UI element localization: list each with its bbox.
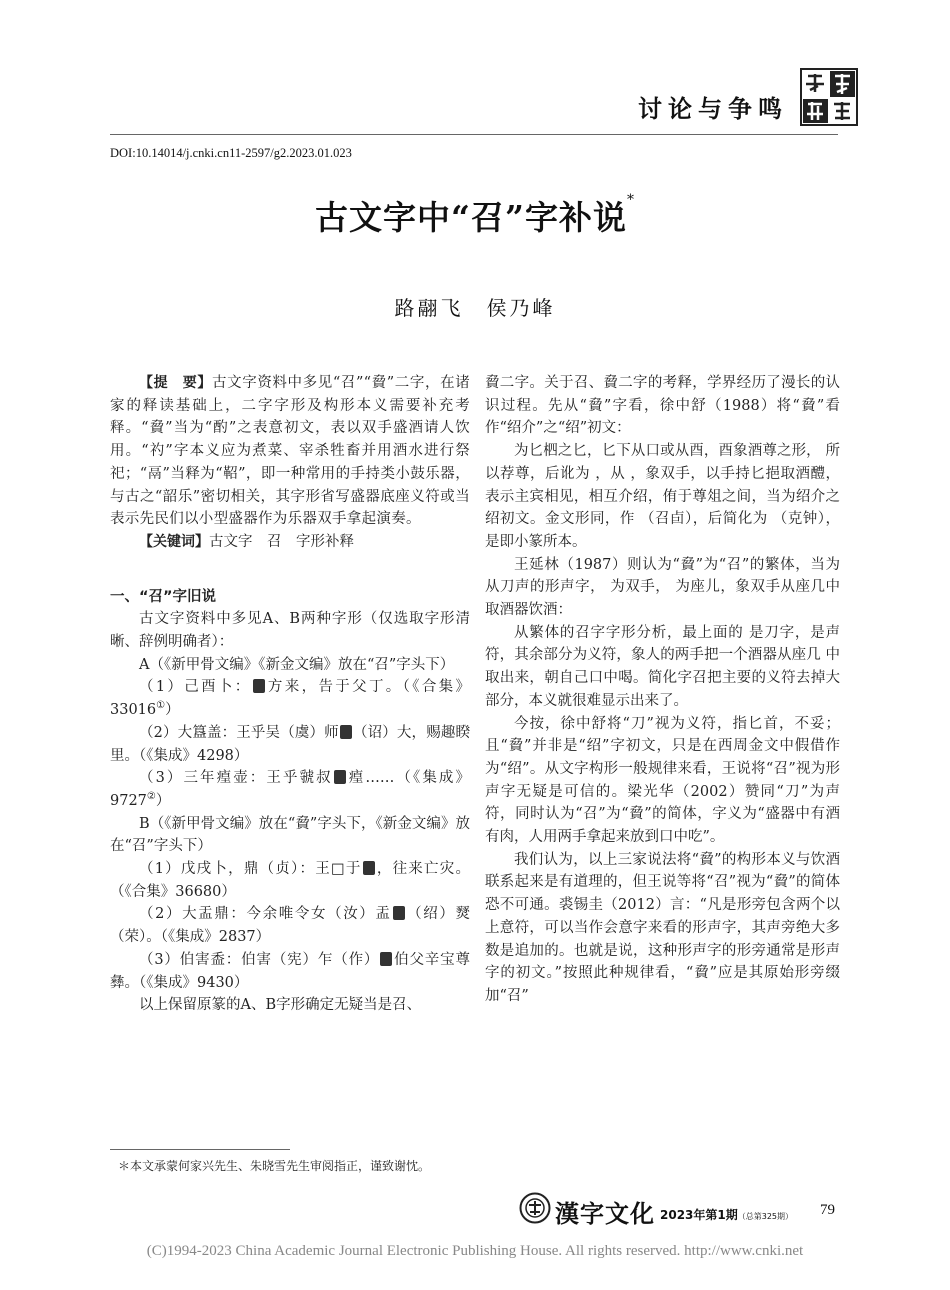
- right-column: [485, 372, 840, 1008]
- example-text: ）: [165, 702, 180, 719]
- issue-info: [660, 1206, 793, 1223]
- section-heading-1: 一、“召”字旧说: [110, 588, 217, 605]
- abstract-label: 【提 要】: [139, 375, 213, 391]
- ancient-glyph-icon: [253, 679, 265, 693]
- paragraph: 䝱二字。关于召、䝱二字的考释，学界经历了漫长的认识过程。先从“䝱”字看，徐中舒（1988）将“䝱”看作“绍介”之“绍”初文：: [485, 375, 840, 437]
- block-quote: 从繁体的召字字形分析，最上面的 是刀字，是声符，其余部分为义符，象人的两手把一个酒器从座几 中取出来，朝自己口中喝。简化字召把主要的义符去掉大部分，本义就很难显示出来了。: [485, 624, 840, 709]
- copyright-notice: (C)1994-2023 China Academic Journal Electronic Publishing House. All rights reserved. http://www.cnki.net: [146, 1243, 804, 1259]
- paragraph: 我们认为，以上三家说法将“䝱”的构形本义与饮酒联系起来是有道理的，但王说等将“召”视为“䝱”的简体恐不可通。裘锡圭（2012）言：“凡是形旁包含两个以上意符，可以当作会意字来看的形声字，其声旁绝大多数是追加的。也就是说，这种形声字的形旁通常是形声字的初文。”按照此种规律看，“䝱”应是其原始形旁缀加“召”: [485, 851, 840, 1004]
- ancient-glyph-icon: [340, 725, 352, 739]
- page-number: 79: [820, 1202, 835, 1218]
- example-a3: [110, 767, 470, 812]
- paragraph: 古文字资料中多见A、B两种字形（仅选取字形清晰、辞例明确者）：: [110, 611, 470, 651]
- example-text: 㾮……（《集成》9727: [110, 770, 470, 809]
- journal-emblem-icon: [519, 1192, 551, 1224]
- example-text: （1）戊戌卜，鼎（贞）：王□于: [139, 861, 362, 878]
- footnote-ref: ①: [156, 700, 166, 712]
- keywords: [110, 531, 470, 554]
- journal-name: 漢字文化: [555, 1200, 655, 1228]
- keywords-text: 古文字 召 字形补释: [209, 533, 354, 550]
- example-a1: [110, 676, 470, 721]
- abstract-text: 古文字资料中多见“召”“䝱”二字，在诸家的释读基础上，二字字形及构形本义需要补充考释。“䝱”当为“酌”之表意初文，表以双手盛酒请人饮用。“礿”字本义应为煮菜、宰杀牲畜并用酒水进行祭祀；“鬲”当释为“鞀”，即一种常用的手持类小鼓乐器，与古之“韶乐”密切相关，其字形省写盛器底座义符或当表示先民们以小型盛器作为乐器双手拿起演奏。: [110, 375, 470, 528]
- footnote-rule: [110, 1149, 290, 1150]
- footnote: ＊本文承蒙何家兴先生、朱晓雪先生审阅指正，谨致谢忱。: [118, 1159, 431, 1173]
- left-column: [110, 372, 470, 1017]
- example-b2: [110, 903, 470, 948]
- paragraph: 以上保留原篆的A、B字形确定无疑当是召、: [139, 997, 422, 1014]
- abstract: [110, 372, 470, 531]
- han-zi-seal-logo-icon: [800, 68, 858, 126]
- section-heading: 讨论与争鸣: [638, 95, 788, 123]
- example-text: 方来，告于父丁。（《合集》33016: [110, 679, 470, 719]
- paragraph: 今按，徐中舒将“刀”视为义符，指匕首，不妥；且“䝱”并非是“绍”字初文，只是在西周金文中假借作为“绍”。从文字构形一般规律来看，王说将“召”视为形声字无疑是可信的。梁光华（2002）赞同“刀”为声符，同时认为“召”为“䝱”的简体，字义为“盛器中有酒有肉，人用两手拿起来放到口中吃”。: [485, 715, 840, 846]
- ancient-glyph-icon: [380, 952, 392, 966]
- example-text: （3）三年㾮壶：王乎虢叔: [139, 770, 333, 787]
- example-b1: [110, 858, 470, 903]
- keywords-label: 【关键词】: [139, 533, 209, 550]
- group-a-heading: A（《新甲骨文编》《新金文编》放在“召”字头下）: [139, 656, 455, 673]
- header-rule: [110, 134, 838, 135]
- issue-number: 2023年第1期: [660, 1208, 738, 1222]
- ancient-glyph-icon: [363, 861, 375, 875]
- example-b3: [110, 949, 470, 994]
- paragraph: 王延林（1987）则认为“䝱”为“召”的繁体，当为从刀声的形声字， 为双手， 为座儿，象双手从座几中取酒器饮酒：: [485, 556, 840, 619]
- issue-total: （总第325期）: [737, 1212, 794, 1221]
- example-text: （绍）燹（荣）。（《集成》2837）: [110, 906, 470, 946]
- example-a2: [110, 722, 470, 767]
- article-title: [0, 192, 950, 239]
- title-footnote-mark: *: [626, 192, 635, 208]
- group-b-heading: B（《新甲骨文编》放在“䝱”字头下，《新金文编》放在“召”字头下）: [110, 815, 470, 855]
- footnote-ref: ②: [146, 791, 156, 803]
- block-quote: 为匕柶之匕，匕下从口或从酉，酉象酒尊之形， 所以荐尊，后讹为 ，从 ，象双手，以手持匕挹取酒醴，表示主宾相见，相互介绍，侑于尊俎之间，当为绍介之绍初文。金文形同，作 （召卣），后简化为 （克钟），是即小篆所本。: [485, 443, 840, 550]
- example-text: （3）伯害盉：伯害（宪）乍（作）: [139, 951, 380, 968]
- title-text: 古文字中“召”字补说: [315, 198, 627, 237]
- example-text: ，往来亡灾。（《合集》36680）: [110, 861, 470, 900]
- example-text: （2）大簋盖：王乎吴（虞）师: [139, 724, 339, 741]
- authors: 路翮飞 侯乃峰: [394, 296, 556, 320]
- example-text: ）: [155, 792, 171, 809]
- example-text: （1）己酉卜：: [139, 679, 252, 696]
- ancient-glyph-icon: [334, 770, 346, 784]
- example-text: （诏）大，赐趣睽里。（《集成》4298）: [110, 724, 470, 764]
- ancient-glyph-icon: [393, 906, 405, 920]
- example-text: 伯父辛宝尊彝。（《集成》9430）: [110, 951, 470, 991]
- doi: DOI:10.14014/j.cnki.cn11-2597/g2.2023.01.023: [110, 146, 352, 160]
- example-text: （2）大盂鼎：今余唯令女（汝）盂: [139, 906, 392, 923]
